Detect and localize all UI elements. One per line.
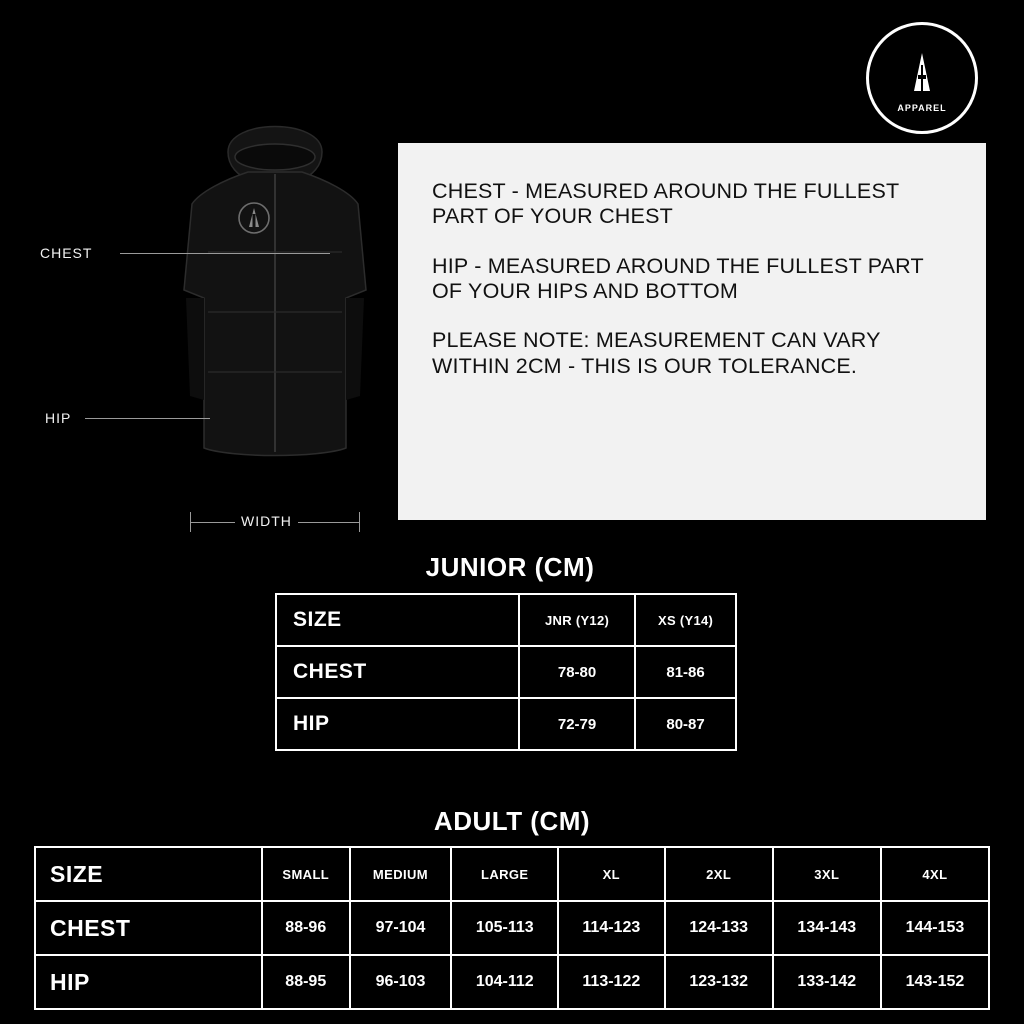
table-row xyxy=(35,955,989,1009)
info-paragraph-tolerance: PLEASE NOTE: MEASUREMENT CAN VARY WITHIN 2CM - THIS IS OUR TOLERANCE. xyxy=(432,328,881,378)
junior-table-title: JUNIOR (CM) xyxy=(425,552,595,582)
adult-header-medium: MEDIUM xyxy=(350,847,452,901)
width-callout-label: WIDTH xyxy=(235,513,298,529)
adult-hip-2xl: 123-132 xyxy=(665,955,773,1009)
table-row xyxy=(276,646,736,698)
table-row xyxy=(35,847,989,901)
adult-header-large: LARGE xyxy=(451,847,558,901)
chest-leader-line xyxy=(120,253,330,254)
junior-hip-jnr: 72-79 xyxy=(519,698,635,750)
adult-chest-medium: 97-104 xyxy=(350,901,452,955)
table-row xyxy=(35,901,989,955)
hip-leader-line xyxy=(85,418,210,419)
product-figure xyxy=(40,100,400,529)
hip-callout-label: HIP xyxy=(45,410,72,426)
junior-header-jnr: JNR (Y12) xyxy=(519,594,635,646)
adult-chest-3xl: 134-143 xyxy=(773,901,881,955)
adult-chest-4xl: 144-153 xyxy=(881,901,989,955)
table-row xyxy=(276,698,736,750)
hooded-padded-jacket-illustration xyxy=(150,100,400,500)
brand-logo xyxy=(866,22,978,134)
adult-hip-large: 104-112 xyxy=(451,955,558,1009)
adult-header-size: SIZE xyxy=(35,847,262,901)
adult-hip-4xl: 143-152 xyxy=(881,955,989,1009)
adult-row-hip-label: HIP xyxy=(35,955,262,1009)
brand-wordmark: APPAREL xyxy=(897,103,947,113)
junior-row-chest-label: CHEST xyxy=(276,646,519,698)
adult-hip-medium: 96-103 xyxy=(350,955,452,1009)
adult-header-small: SMALL xyxy=(262,847,350,901)
adult-chest-2xl: 124-133 xyxy=(665,901,773,955)
adult-size-table xyxy=(34,846,990,1010)
info-paragraph-chest: CHEST - MEASURED AROUND THE FULLEST PART OF YOUR CHEST xyxy=(432,179,899,229)
adult-hip-xl: 113-122 xyxy=(558,955,665,1009)
width-tick-left xyxy=(190,512,191,532)
width-tick-right xyxy=(359,512,360,532)
adult-row-chest-label: CHEST xyxy=(35,901,262,955)
adult-chest-xl: 114-123 xyxy=(558,901,665,955)
adult-header-xl: XL xyxy=(558,847,665,901)
junior-header-size: SIZE xyxy=(276,594,519,646)
adult-header-2xl: 2XL xyxy=(665,847,773,901)
adult-header-3xl: 3XL xyxy=(773,847,881,901)
junior-chest-xs: 81-86 xyxy=(635,646,736,698)
brand-a-logo-icon xyxy=(894,45,950,106)
junior-hip-xs: 80-87 xyxy=(635,698,736,750)
junior-row-hip-label: HIP xyxy=(276,698,519,750)
measurement-info-panel xyxy=(398,143,986,520)
chest-callout-label: CHEST xyxy=(40,245,93,261)
junior-chest-jnr: 78-80 xyxy=(519,646,635,698)
info-paragraph-hip: HIP - MEASURED AROUND THE FULLEST PART OF YOUR HIPS AND BOTTOM xyxy=(432,253,924,304)
adult-header-4xl: 4XL xyxy=(881,847,989,901)
table-row xyxy=(276,594,736,646)
adult-hip-small: 88-95 xyxy=(262,955,350,1009)
adult-chest-large: 105-113 xyxy=(451,901,558,955)
junior-header-xs: XS (Y14) xyxy=(635,594,736,646)
adult-hip-3xl: 133-142 xyxy=(773,955,881,1009)
adult-table-title: ADULT (CM) xyxy=(433,806,591,836)
junior-size-table xyxy=(275,593,737,751)
adult-chest-small: 88-96 xyxy=(262,901,350,955)
